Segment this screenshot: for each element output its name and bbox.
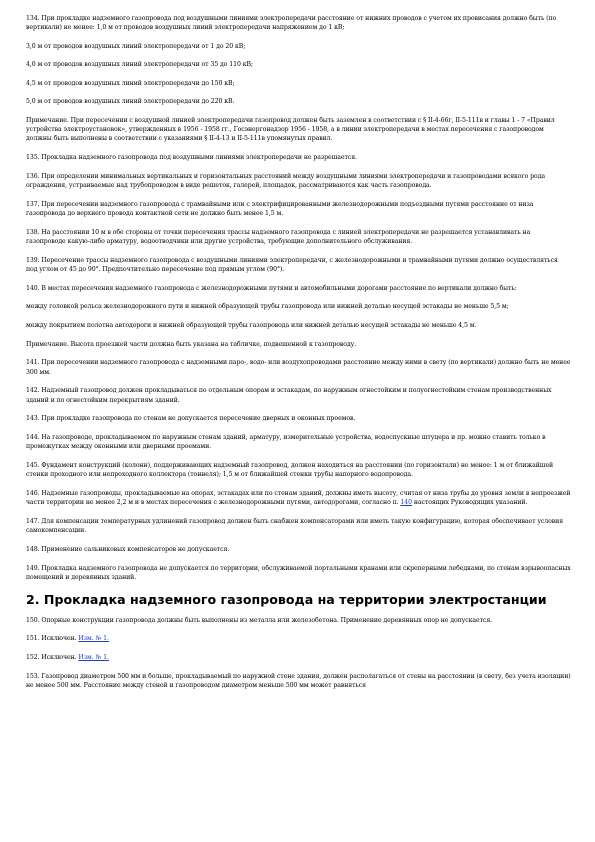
paragraph-145: 145. Фундамент конструкций (колонн), поддерживающих надземный газопровод, должен находиться на расстоянии (по горизонтали) не менее: 1 м от ближайшей стенки проходного или непроходного коллектора (тоннеля); 1,5 м от ближайшей стенки трубы напорного водопровода. (26, 462, 554, 479)
paragraph-135: 135. Прокладка надземного газопровода под воздушными линиями электропередачи не разрешается. (26, 154, 357, 161)
paragraph-134-item-3: 4,0 м от проводов воздушных линий электропередачи от 35 до 110 кВ; (26, 61, 253, 69)
link-ref-140[interactable]: 140 (400, 499, 413, 507)
paragraph-147: 147. Для компенсации температурных удлинений газопровод должен быть снабжен компенсаторами или иметь такую конфигурацию, которая обеспечивает условия самокомпенсации. (26, 517, 564, 535)
paragraph-139: 139. Пересечение трассы надземного газопровода с воздушными линиями электропередачи, с железнодорожными и трамвайными путями должно осуществляться под углом от 45 до 90°. Предпочтительно пересечение под прямым углом (90°). (26, 256, 558, 273)
section-heading: 2. Прокладка надземного газопровода на территории электростанции (26, 591, 547, 607)
paragraph-152-text: 152. Исключен. (26, 654, 77, 662)
paragraph-146-tail: настоящих Руководящих указаний. (413, 499, 528, 507)
paragraph-134: 134. При прокладке надземного газопровода под воздушными линиями электропередачи расстояние от нижних проводов с учетом их провисания должно быть (по вертикали) не менее: 1,0 м от проводов воздушных линий электропередачи напряжением до 1 кВ; (26, 15, 557, 32)
document-page (26, 14, 571, 690)
paragraph-140-item-1: между головкой рельса железнодорожного пути и нижней образующей трубы газопровода или нижней деталью несущей эстакады не меньше 5,5 м; (26, 303, 509, 311)
paragraph-150: 150. Опорные конструкции газопровода должны быть выполнены из металла или железобетона. Применение деревянных опор не допускается. (26, 616, 493, 624)
paragraph-143: 143. При прокладке газопровода по стенам не допускается пересечение дверных и оконных проемов. (26, 415, 356, 423)
link-change-1-b[interactable]: Изм. № 1. (78, 654, 109, 662)
paragraph-137: 137. При пересечении надземного газопровода с трамвайными или с электрифицированными железнодорожными подъездными путями расстояние от низа газопровода до верхнего провода контактной сети не должно быть менее 1,5 м. (26, 200, 534, 217)
paragraph-146 (26, 489, 571, 508)
link-change-1-a[interactable]: Изм. № 1. (78, 635, 109, 643)
note-134: Примечание. При пересечении с воздушной линией электропередачи газопровод должен быть заземлен в соответствии с § II-4-66г, II-5-111в и главы 1 - 7 «Правил устройства электроустановок», утвержденных в 1956 - 1958 гг., Госэнергонадзор 1956 - 1958, а в линии электропередачи в местах пересечения с газопроводом должны быть выполнены в соответствии с указаниями § II-4-13 и II-5-111в упомянутых правил. (26, 116, 555, 143)
paragraph-140-item-2: между покрытием полотна автодороги и нижней образующей трубы газопровода или нижней деталью несущей эстакады не меньше 4,5 м. (26, 322, 477, 329)
paragraph-134-item-2: 3,0 м от проводов воздушных линий электропередачи от 1 до 20 кВ; (26, 42, 246, 50)
paragraph-142: 142. Надземный газопровод должен прокладываться по отдельным опорам и эстакадам, по наружным огнестойким и полуогнестойким стенам производственных зданий и по огнестойким перекрытиям зданий. (26, 387, 552, 404)
paragraph-136: 136. При определении минимальных вертикальных и горизонтальных расстояний между воздушными линиями электропередачи и газопроводами всякого рода ограждения, устраиваемые над трубопроводом в виде решеток, галерей, площадок, рассматриваются как часть газопровода. (26, 172, 546, 189)
paragraph-149: 149. Прокладка надземного газопровода не допускается по территории, обслуживаемой портальными кранами или скреперными лебедками, по стенам взрывоопасных помещений и деревянных зданий. (26, 564, 571, 581)
paragraph-134-item-5: 5,0 м от проводов воздушных линий электропередачи до 220 кВ. (26, 98, 235, 106)
paragraph-152 (26, 653, 571, 662)
paragraph-138: 138. На расстоянии 10 м в обе стороны от точки пересечения трассы надземного газопровода с линией электропередачи не разрешается устанавливать на газопроводе какую-либо арматуру, водоотводчики или другие устройства, требующие дополнительного обслуживания. (26, 228, 531, 245)
paragraph-134-item-4: 4,5 м от проводов воздушных линий электропередачи до 150 кВ; (26, 79, 235, 87)
paragraph-144: 144. На газопроводе, прокладываемом по наружным стенам зданий, арматуру, измерительные устройства, водоспускные штуцера и пр. можно ставить только в промежутках между оконными или дверными проемами. (26, 434, 546, 451)
paragraph-153: 153. Газопровод диаметром 500 мм и больше, прокладываемый по наружной стене здания, должен располагаться от стены на расстоянии (в свету, без учета изоляции) не менее 500 мм. Расстояние между стеной и газопроводом диаметром меньше 500 мм может равняться (26, 672, 571, 689)
paragraph-146-text: 146. Надземные газопроводы, прокладываемые на опорах, эстакадах или по стенам зданий, должны иметь высоту, считая от низа трубы до уровня земли в непроезжей части территории не менее 2,2 м и в местах пересечения с железнодорожными путями, автодорогами, согласно п. (26, 490, 571, 507)
paragraph-140: 140. В местах пересечения надземного газопровода с железнодорожными путями и автомобильными дорогами расстояние по вертикали должно быть: (26, 284, 517, 292)
note-140: Примечание. Высота проезжей части должна быть указана на табличке, подвешенной к газопроводу. (26, 340, 357, 348)
paragraph-148: 148. Применение сальниковых компенсаторов не допускается. (26, 545, 230, 553)
paragraph-141: 141. При пересечении надземного газопровода с надземными паро-, водо- или воздухопроводами расстояние между ними в свету (по вертикали) должно быть не менее 300 мм. (26, 359, 571, 376)
paragraph-151 (26, 634, 571, 643)
paragraph-151-text: 151. Исключен. (26, 635, 77, 643)
